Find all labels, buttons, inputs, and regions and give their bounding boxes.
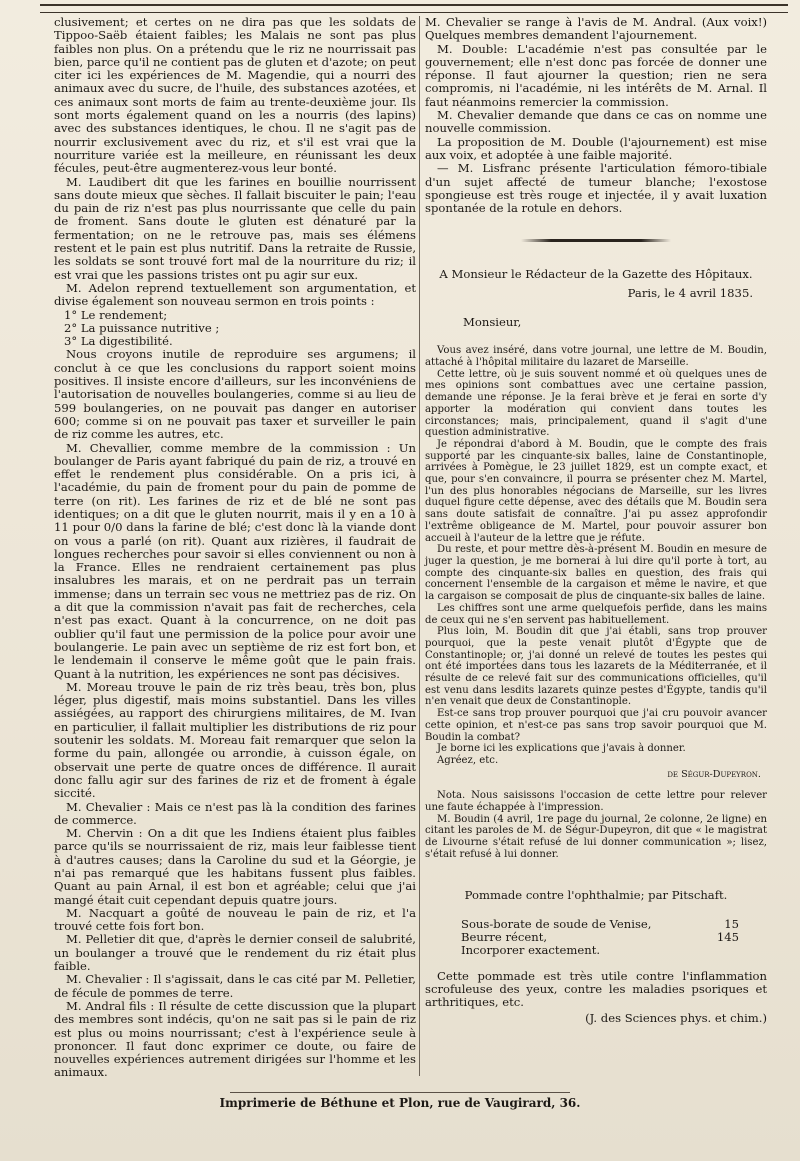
paragraph: M. Nacquart a goûté de nouveau le pain de riz, et l'a trouvé cette fois fort bon.	[54, 905, 416, 934]
recipe-quantity: 15	[724, 916, 739, 931]
paragraph: M. Chervin : On a dit que les Indiens étaient plus faibles parce qu'ils se nourrissaient de riz, mais leur faiblesse tient à d'autres causes; dans la Caroline du sud et la Géorgie, je n'ai pas remarqué que les habitans fussent plus faibles. Quant au pain Arnal, il est bon et agréable; celui que j'ai mangé était cuit cependant depuis quatre jours.	[54, 826, 416, 907]
paragraph: M. Chevalier : Mais ce n'est pas là la condition des farines de commerce.	[54, 799, 416, 827]
recipe-note: Cette pommade est très utile contre l'inflammation scrofuleuse des yeux, contre les maladies psoriques et arthritiques, etc.	[425, 968, 767, 1010]
nota-paragraph: M. Boudin (4 avril, 1re page du journal, 2e colonne, 2e ligne) en citant les paroles de M. de Ségur-Dupeyron, dit que « le magistrat de Livourne s'était refusé de lui donner communication »; lisez, s'était refusé à lui donner.	[425, 813, 767, 860]
paragraph: M. Moreau trouve le pain de riz très beau, très bon, plus léger, plus digestif, mais moins substantiel. Dans les villes assiégées, au rapport des chirurgiens militaires, de M. Ivan en particulier, il fallait multiplier les distributions de riz pour soutenir les soldats. M. Moreau fait remarquer que selon la forme du pain, allongée ou arrondie, à cuisson égale, on observait une perte de quatre onces de différence. Il aurait donc fallu agir sur des farines de riz et de froment à égale siccité.	[54, 679, 416, 801]
recipe-quantity: 145	[716, 930, 739, 945]
column-divider	[419, 16, 420, 1076]
footer-rule	[230, 1092, 570, 1093]
paragraph: M. Chevalier demande que dans ce cas on nomme une nouvelle commission.	[425, 108, 767, 136]
letter-body	[425, 345, 767, 860]
recipe-title: Pommade contre l'ophthalmie; par Pitschaft.	[464, 887, 728, 902]
paragraph: M. Laudibert dit que les farines en bouillie nourrissent sans doute mieux que sèches. Il fallait biscuiter le pain; l'eau du pain de riz n'est pas plus nourrissante que celle du pain de froment. Sans doute le gluten est dénaturé par la fermentation; on ne le retrouve pas, mais ses élémens restent et le pain est plus nutritif. Dans la retraite de Russie, les soldats se sont trouvé fort mal de la nourriture du riz; il est vrai que les passions tristes ont pu agir sur eux.	[54, 174, 416, 282]
letter-paragraph: Agréez, etc.	[437, 754, 499, 766]
point-item: 3° La digestibilité.	[64, 334, 173, 349]
paragraph: M. Chevalier : Il s'agissait, dans le cas cité par M. Pelletier, de fécule de pommes de terre.	[54, 972, 416, 1000]
letter-paragraph: Cette lettre, où je suis souvent nommé et où quelques unes de mes opinions sont combattues avec une certaine passion, demande une réponse. Je la ferai brève et je ferai en sorte d'y apporter la modération qui convient dans toutes les circonstances; mais, principalement, quand il s'agit d'une question administrative.	[425, 368, 767, 439]
paragraph: M. Chevallier, comme membre de la commission : Un boulanger de Paris ayant fabriqué du pain de riz, a trouvé en effet le rendement plus considérable. On a pris ici, à l'académie, du pain de froment pour du pain de pomme de terre (on rit). Les farines de riz et de blé ne sont pas identiques; on a dit que le gluten nourrit, mais il y en a 10 à 11 pour 0/0 dans la farine de blé; c'est donc là la viande dont on vous a parlé (on rit). Quant aux rizières, il faudrait de longues recherches pour savoir si elles conviennent ou non à la France. Elles ne rendraient certainement pas plus insalubres les marais, et on ne perdrait pas un terrain immense; dans un terrain sec vous ne mettriez pas de riz. On a dit que la commission n'avait pas fait de recherches, cela n'est pas exact. Quant à la concurrence, on ne doit pas oublier qu'il faut une permission de la police pour avoir une boulangerie. Le pain avec un septième de riz est fort bon, et le lendemain il conserve le même goût que le pain frais. Quant à la nutrition, les expériences ne sont pas décisives.	[54, 440, 416, 681]
recipe-row	[461, 931, 739, 944]
recipe-table	[461, 918, 739, 958]
letter-paragraph: Est-ce sans trop prouver pourquoi que j'ai cru pouvoir avancer cette opinion, et n'est-ce pas sans trop savoir pourquoi que M. Boudin la combat?	[425, 708, 767, 743]
recipe-quantity	[699, 944, 739, 957]
left-column	[54, 16, 416, 1080]
recipe-ingredient: Beurre récent,	[461, 930, 548, 945]
recipe-source: (J. des Sciences phys. et chim.)	[585, 1010, 767, 1025]
printer-footer: Imprimerie de Béthune et Plon, rue de Vaugirard, 36.	[219, 1096, 581, 1110]
letter-paragraph: Vous avez inséré, dans votre journal, une lettre de M. Boudin, attaché à l'hôpital militaire du lazaret de Marseille.	[425, 345, 767, 369]
letter-salutation: Monsieur,	[463, 315, 522, 330]
paragraph: M. Chevalier se range à l'avis de M. Andral. (Aux voix!) Quelques membres demandent l'ajournement.	[425, 15, 767, 43]
recipe-row	[461, 944, 739, 957]
paragraph: clusivement; et certes on ne dira pas que les soldats de Tippoo-Saëb étaient faibles; les Malais ne sont pas plus faibles non plus. On a prétendu que le riz ne nourrissait pas bien, parce qu'il ne contient pas de gluten et d'azote; on peut citer ici les expériences de M. Magendie, qui a nourri des animaux avec du sucre, de l'huile, des substances azotées, et ces animaux sont morts de faim au trente-deuxième jour. Ils sont morts également quand on les a nourris (des lapins) avec des substances identiques, le chou. Il ne s'agit pas de nourrir exclusivement avec du riz, et s'il est vrai que la nourriture variée est la meilleure, en réunissant les deux fécules, peut-être augmenterez-vous leur bonté.	[54, 15, 416, 176]
paragraph: M. Pelletier dit que, d'après le dernier conseil de salubrité, un boulanger a trouvé que le rendement du riz était plus faible.	[54, 932, 416, 974]
recipe-row	[461, 918, 739, 931]
letter-paragraph: Je borne ici les explications que j'avais à donner.	[437, 743, 686, 755]
letter-heading: A Monsieur le Rédacteur de la Gazette des Hôpitaux.	[439, 267, 753, 282]
paragraph: M. Double: L'académie n'est pas consultée par le gouvernement; elle n'est donc pas forcée de donner une réponse. Il faut ajourner la question; rien ne sera compromis, ni l'académie, ni les intérêts de M. Arnal. Il faut néanmoins remercier la commission.	[425, 41, 767, 109]
letter-paragraph: Du reste, et pour mettre dès-à-présent M. Boudin en mesure de juger la question, je me bornerai à lui dire qu'il porte à tort, au compte des cinquante-six balles en question, des frais qui concernent l'ensemble de la cargaison et même le navire, et que la cargaison se composait de plus de cinquante-six balles de laine.	[425, 544, 767, 603]
recipe-ingredient: Incorporer exactement.	[461, 943, 601, 958]
paragraph: M. Adelon reprend textuellement son argumentation, et divise également son nouveau sermon en trois points :	[54, 280, 416, 309]
point-item: 1° Le rendement;	[64, 307, 168, 322]
nota-paragraph: Nota. Nous saisissons l'occasion de cette lettre pour relever une faute échappée à l'impression.	[425, 790, 767, 814]
letter-paragraph: Plus loin, M. Boudin dit que j'ai établi, sans trop prouver pourquoi, que la peste venait plutôt d'Égypte que de Constantinople; or, j'ai donné un relevé de toutes les pestes qui ont été importées dans tous les lazarets de la Méditerranée, et il résulte de ce relevé fait sur des communications officielles, qu'il est venu dans lesdits lazarets quinze pestes d'Égypte, tandis qu'il n'en venait que deux de Constantinople.	[425, 626, 767, 708]
recipe-ingredient: Sous-borate de soude de Venise,	[461, 916, 652, 931]
paragraph: M. Andral fils : Il résulte de cette discussion que la plupart des membres sont indécis, qu'on ne sait pas si le pain de riz est plus ou moins nourrissant; c'est à l'expérience seule à prononcer. Il faut donc exprimer ce doute, ou faire de nouvelles expériences autrement dirigées sur l'homme et les animaux.	[54, 998, 416, 1080]
point-item: 2° La puissance nutritive ;	[64, 320, 220, 335]
paragraph: Nous croyons inutile de reproduire ses argumens; il conclut à ce que les conclusions du rapport soient moins positives. Il insiste encore d'ailleurs, sur les inconvéniens de l'autorisation de nouvelles boulangeries, comme si au lieu de 599 boulangeries, on ne pouvait pas danger en autoriser 600; comme si on ne pouvait pas taxer et surveiller le pain de riz comme les autres, etc.	[54, 347, 416, 442]
top-rule	[40, 4, 788, 13]
section-separator	[521, 239, 671, 242]
paragraph: — M. Lisfranc présente l'articulation fémoro-tibiale d'un sujet affecté de tumeur blanche; l'exostose spongieuse est très rouge et injectée, il y avait luxation spontanée de la rotule en dehors.	[425, 161, 767, 216]
right-column	[425, 16, 767, 1025]
letter-date: Paris, le 4 avril 1835.	[627, 285, 753, 300]
letter-paragraph: Je répondrai d'abord à M. Boudin, que le compte des frais supporté par les cinquante-six balles, laine de Constantinople, arrivées à Pomègue, le 23 juillet 1829, est un compte exact, et que, pour s'en convaincre, il pourra se présenter chez M. Martel, l'un des plus honorables négocians de Marseille, sur les livres duquel figure cette dépense, avec des détails que M. Boudin sera sans doute satisfait de connaître. J'ai pu assez approfondir l'extrême obligeance de M. Martel, pour pouvoir assurer bon accueil à l'auteur de la lettre que je réfute.	[425, 438, 767, 544]
paragraph: La proposition de M. Double (l'ajournement) est mise aux voix, et adoptée à une faible majorité.	[425, 134, 767, 162]
letter-signature: de Ségur-Dupeyron.	[667, 768, 761, 780]
letter-paragraph: Les chiffres sont une arme quelquefois perfide, dans les mains de ceux qui ne s'en servent pas habituellement.	[425, 602, 767, 626]
